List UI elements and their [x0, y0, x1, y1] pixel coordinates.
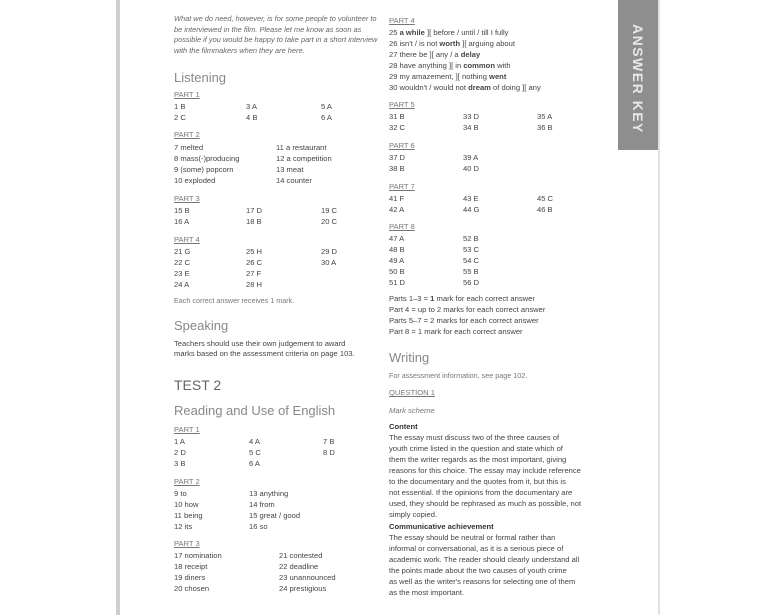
- answer-item: 31 B: [389, 112, 405, 121]
- answer-item: 12 its: [174, 522, 193, 531]
- mark-scheme-label: Mark scheme: [389, 406, 435, 415]
- marks-text: mark for each correct answer: [434, 294, 535, 303]
- answer-item: 24 A: [174, 280, 190, 289]
- answer-item: 4 A: [249, 437, 260, 446]
- answer-item: 2 C: [174, 113, 186, 122]
- answer-item: 56 D: [463, 278, 480, 287]
- listening-note: Each correct answer receives 1 mark.: [174, 296, 295, 305]
- reading-part6-label: PART 6: [389, 141, 415, 150]
- communicative-line: academic work. The reader should clearly understand all: [389, 555, 580, 564]
- answer-item: 48 B: [389, 245, 405, 254]
- content-line: to the documentary and the quotes from it, but this is: [389, 477, 566, 486]
- marks-line: Parts 5–7 = 2 marks for each correct answer: [389, 316, 539, 325]
- answer-item: 17 D: [246, 206, 263, 215]
- answer-item: 32 C: [389, 123, 406, 132]
- answer-item: 41 F: [389, 194, 405, 203]
- answer-item: 37 D: [389, 153, 406, 162]
- answer-key-word: went: [489, 72, 507, 81]
- reading-part1-label: PART 1: [174, 425, 200, 434]
- answer-item: 21 contested: [279, 551, 323, 560]
- answer-text: 25: [389, 28, 400, 37]
- answer-item: 17 nomination: [174, 551, 222, 560]
- reading-part7-label: PART 7: [389, 182, 415, 191]
- answer-item: 8 D: [323, 448, 335, 457]
- answer-item: 16 A: [174, 217, 190, 226]
- answer-item: [389, 83, 541, 94]
- answer-item: 47 A: [389, 234, 405, 243]
- answer-item: 49 A: [389, 256, 405, 265]
- answer-item: 9 to: [174, 489, 187, 498]
- content-line: them the writer regards as the most important, giving: [389, 455, 567, 464]
- answer-item: 15 great / good: [249, 511, 301, 520]
- listening-part3-label: PART 3: [174, 194, 200, 203]
- answer-item: 18 receipt: [174, 562, 208, 571]
- writing-note: For assessment information, see page 102.: [389, 371, 528, 380]
- answer-key-tab-label: ANSWER KEY: [630, 24, 646, 134]
- speaking-line: Teachers should use their own judgement to award: [174, 339, 346, 348]
- answer-item: 28 H: [246, 280, 263, 289]
- answer-item: 1 A: [174, 437, 185, 446]
- reading-part2-label: PART 2: [174, 477, 200, 486]
- answer-item: 42 A: [389, 205, 405, 214]
- answer-item: 52 B: [463, 234, 479, 243]
- answer-item: [389, 61, 511, 72]
- answer-item: 15 B: [174, 206, 190, 215]
- marks-line: Part 8 = 1 mark for each correct answer: [389, 327, 523, 336]
- answer-item: [389, 50, 480, 61]
- answer-item: 6 A: [321, 113, 332, 122]
- answer-key-word: common: [463, 61, 495, 70]
- answer-key-word: dream: [468, 83, 491, 92]
- answer-item: 19 diners: [174, 573, 206, 582]
- answer-item: 51 D: [389, 278, 406, 287]
- communicative-heading: Communicative achievement: [389, 522, 494, 531]
- listening-part2-label: PART 2: [174, 130, 200, 139]
- answer-item: [389, 28, 508, 39]
- answer-text: ][ before / until / till I fully: [424, 28, 509, 37]
- speaking-line: marks based on the assessment criteria on page 103.: [174, 349, 355, 358]
- answer-item: 7 B: [323, 437, 335, 446]
- answer-item: 2 D: [174, 448, 186, 457]
- answer-item: 44 G: [463, 205, 480, 214]
- writing-heading: Writing: [389, 350, 430, 365]
- content-line: used, they should be rephrased as much as possible, not: [389, 499, 582, 508]
- reading-part3-label: PART 3: [174, 539, 200, 548]
- answer-item: 50 B: [389, 267, 405, 276]
- answer-item: 19 C: [321, 206, 338, 215]
- answer-item: 20 C: [321, 217, 338, 226]
- content-line: youth crime listed in the question and state which of: [389, 444, 563, 453]
- answer-item: 11 a restaurant: [276, 143, 327, 152]
- answer-item: 5 A: [321, 102, 332, 111]
- answer-item: [389, 72, 506, 83]
- reading-part4-label: PART 4: [389, 16, 415, 25]
- marks-line: Part 4 = up to 2 marks for each correct answer: [389, 305, 546, 314]
- answer-text: of doing ][ any: [490, 83, 541, 92]
- answer-text: 27 there be ][ any / a: [389, 50, 461, 59]
- answer-item: 27 F: [246, 269, 262, 278]
- answer-text: ][ arguing about: [460, 39, 515, 48]
- content-line: The essay must discuss two of the three causes of: [389, 433, 560, 442]
- content-line: reasons for this choice. The essay may include reference: [389, 466, 581, 475]
- page-left-edge: [116, 0, 120, 615]
- answer-item: 34 B: [463, 123, 479, 132]
- answer-item: 29 D: [321, 247, 338, 256]
- answer-item: 54 C: [463, 256, 480, 265]
- intro-paragraph: What we do need, however, is for some people to volunteer to be interviewed in the film. Please let me know as soon as possible if you would be happy to take part in a short interview with the filmmakers when they are here.: [174, 14, 378, 55]
- answer-text: with: [494, 61, 511, 70]
- answer-item: 21 G: [174, 247, 191, 256]
- reading-part8-label: PART 8: [389, 222, 415, 231]
- answer-item: 55 B: [463, 267, 479, 276]
- answer-item: 11 being: [174, 511, 203, 520]
- answer-item: 9 (some) popcorn: [174, 165, 234, 174]
- marks-bold: 1: [430, 294, 435, 303]
- test2-heading: TEST 2: [174, 377, 222, 393]
- answer-item: 43 E: [463, 194, 479, 203]
- answer-item: 25 H: [246, 247, 263, 256]
- answer-item: 16 so: [249, 522, 268, 531]
- listening-part4-label: PART 4: [174, 235, 200, 244]
- content-line: simply copied.: [389, 510, 438, 519]
- answer-item: 53 C: [463, 245, 480, 254]
- communicative-line: informal or conversational, as it is a serious piece of: [389, 544, 564, 553]
- answer-item: 38 B: [389, 164, 405, 173]
- answer-item: 13 meat: [276, 165, 304, 174]
- answer-item: 24 prestigious: [279, 584, 327, 593]
- answer-item: 3 B: [174, 459, 186, 468]
- answer-text: 28 have anything ][ in: [389, 61, 464, 70]
- answer-item: 12 a competition: [276, 154, 332, 163]
- answer-item: 3 A: [246, 102, 257, 111]
- answer-key-word: a while: [399, 28, 425, 37]
- answer-item: 14 counter: [276, 176, 312, 185]
- answer-item: 40 D: [463, 164, 480, 173]
- question-label: QUESTION 1: [389, 388, 435, 397]
- answer-item: 6 A: [249, 459, 260, 468]
- answer-item: 23 E: [174, 269, 190, 278]
- answer-item: 33 D: [463, 112, 480, 121]
- answer-item: 22 deadline: [279, 562, 319, 571]
- answer-text: 29 my amazement, ][ nothing: [389, 72, 490, 81]
- answer-item: 4 B: [246, 113, 258, 122]
- communicative-line: the points made about the two causes of youth crime: [389, 566, 567, 575]
- answer-text: 26 isn't / is not: [389, 39, 440, 48]
- communicative-line: The essay should be neutral or formal rather than: [389, 533, 556, 542]
- answer-item: 14 from: [249, 500, 275, 509]
- answer-item: 35 A: [537, 112, 553, 121]
- answer-key-word: worth: [439, 39, 461, 48]
- communicative-line: as well as the writer's reasons for selecting one of them: [389, 577, 576, 586]
- content-line: not essential. If the opinions from the documentary are: [389, 488, 573, 497]
- reading-part5-label: PART 5: [389, 100, 415, 109]
- reading-heading: Reading and Use of English: [174, 403, 336, 418]
- marks-text: Parts 1–3 =: [389, 294, 431, 303]
- listening-part1-label: PART 1: [174, 90, 200, 99]
- answer-item: 45 C: [537, 194, 554, 203]
- answer-item: 26 C: [246, 258, 263, 267]
- answer-item: 8 mass(-)producing: [174, 154, 240, 163]
- answer-item: 1 B: [174, 102, 186, 111]
- answer-item: 18 B: [246, 217, 262, 226]
- answer-item: 20 chosen: [174, 584, 210, 593]
- speaking-heading: Speaking: [174, 318, 229, 333]
- communicative-line: as the most important.: [389, 588, 465, 597]
- listening-heading: Listening: [174, 70, 227, 85]
- answer-item: 7 melted: [174, 143, 204, 152]
- answer-text: 30 wouldn't / would not: [389, 83, 469, 92]
- answer-item: 10 how: [174, 500, 199, 509]
- content-heading: Content: [389, 422, 418, 431]
- answer-item: 22 C: [174, 258, 191, 267]
- marks-line: [389, 294, 535, 305]
- answer-item: 46 B: [537, 205, 553, 214]
- answer-item: 5 C: [249, 448, 261, 457]
- answer-item: 10 exploded: [174, 176, 216, 185]
- answer-item: 36 B: [537, 123, 553, 132]
- answer-item: 30 A: [321, 258, 337, 267]
- answer-key-word: delay: [460, 50, 481, 59]
- answer-key-tab-label-box: [612, 14, 664, 144]
- answer-item: 39 A: [463, 153, 479, 162]
- answer-item: [389, 39, 515, 50]
- answer-item: 13 anything: [249, 489, 289, 498]
- answer-item: 23 unannounced: [279, 573, 336, 582]
